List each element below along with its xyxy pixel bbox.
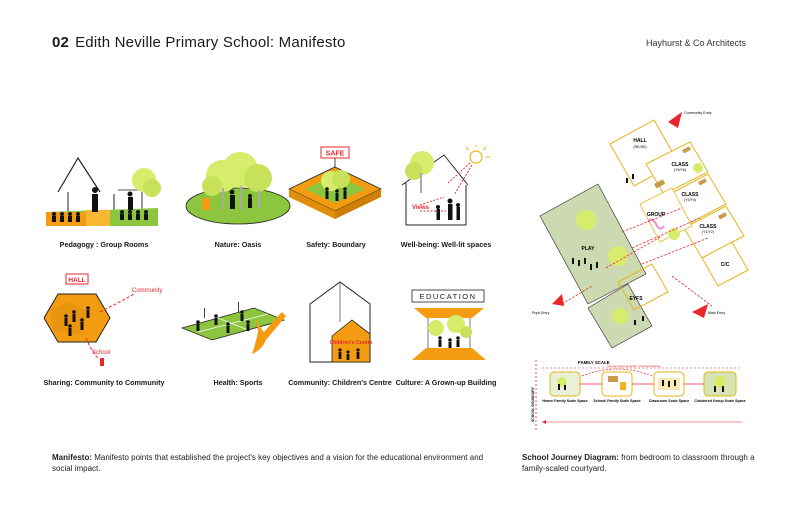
site-plan (522, 108, 762, 353)
icon-health (178, 292, 298, 362)
group-label: GROUP (646, 212, 666, 218)
caption-wellbeing: Well-being: Well-lit spaces (400, 240, 492, 249)
icon-sharing (40, 272, 165, 370)
page-title (52, 34, 346, 51)
journey-diagram (522, 356, 762, 436)
node-home-label: Home/ Family Scale Space (542, 399, 588, 403)
play-label: PLAY (581, 246, 595, 252)
caption-community: Community: Children's Centre (288, 378, 392, 387)
school-boundary-label: SCHOOL BOUNDARY (531, 387, 535, 422)
safe-sign: SAFE (325, 150, 345, 158)
education-sign: EDUCATION (419, 292, 477, 301)
footer-manifesto-text: Manifesto points that established the project's key objectives and a vision for the educational environment and social impact. (52, 453, 484, 473)
eyfs-label: EYFS (629, 296, 643, 302)
icon-culture (400, 288, 495, 368)
footer-manifesto (52, 452, 492, 474)
footer-manifesto-bold: Manifesto: (52, 453, 92, 462)
node-classroom-label: Classroom Scale Space (648, 399, 690, 403)
node-school-label: School/ Family Scale Space (593, 399, 641, 403)
icon-pedagogy (40, 150, 170, 230)
node-school-family (602, 372, 632, 396)
icon-safety (285, 145, 385, 235)
main-entry-label: Main Entry (708, 311, 726, 315)
class3-sub: (Y1/Y2) (701, 230, 715, 234)
firm-name: Hayhurst & Co Architects (645, 38, 746, 48)
pupil-entry-label: Pupil Entry (532, 311, 550, 315)
page-title-text: Edith Neville Primary School: Manifesto (75, 34, 346, 51)
footer-journey-bold: School Journey Diagram: (522, 453, 619, 462)
icon-nature (178, 150, 298, 230)
class2-label: CLASS (681, 192, 699, 198)
hall-label: HALL (633, 138, 647, 144)
caption-culture: Culture: A Grown-up Building (395, 378, 497, 387)
play-area (540, 184, 646, 304)
caption-pedagogy: Pedagogy : Group Rooms (59, 240, 149, 249)
icon-community (300, 278, 380, 370)
family-scale-label: FAMILY SCALE (578, 360, 610, 365)
class3-label: CLASS (699, 224, 717, 230)
cc-label: C/C (720, 262, 730, 268)
hall-sign: HALL (68, 277, 86, 284)
caption-safety: Safety: Boundary (306, 240, 366, 249)
community-entry-label: Community Entry (684, 111, 712, 115)
journey-arrow-text: learning begins at garden / structured learning (607, 365, 661, 368)
caption-health: Health: Sports (213, 378, 263, 387)
page-number: 02 (52, 34, 70, 51)
class2-sub: (Y3/Y4) (683, 198, 697, 202)
childrens-centre-label: Children's Centre (329, 340, 373, 346)
node-cloistered-label: Cloistered Group Scale Space (694, 399, 746, 403)
school-label: School (92, 350, 111, 356)
icon-wellbeing (392, 145, 497, 235)
footer-journey (522, 452, 758, 474)
footer-journey-text: from bedroom to classroom through a family-scaled courtyard. (522, 453, 755, 473)
class1-label: CLASS (671, 162, 689, 168)
hall-sub: (RE/SE) (633, 145, 647, 149)
views-label: Views (412, 205, 429, 211)
caption-sharing: Sharing: Community to Community (43, 378, 165, 387)
caption-nature: Nature: Oasis (214, 240, 262, 249)
class1-sub: (Y5/Y6) (673, 168, 687, 172)
community-label: Community (132, 288, 163, 294)
